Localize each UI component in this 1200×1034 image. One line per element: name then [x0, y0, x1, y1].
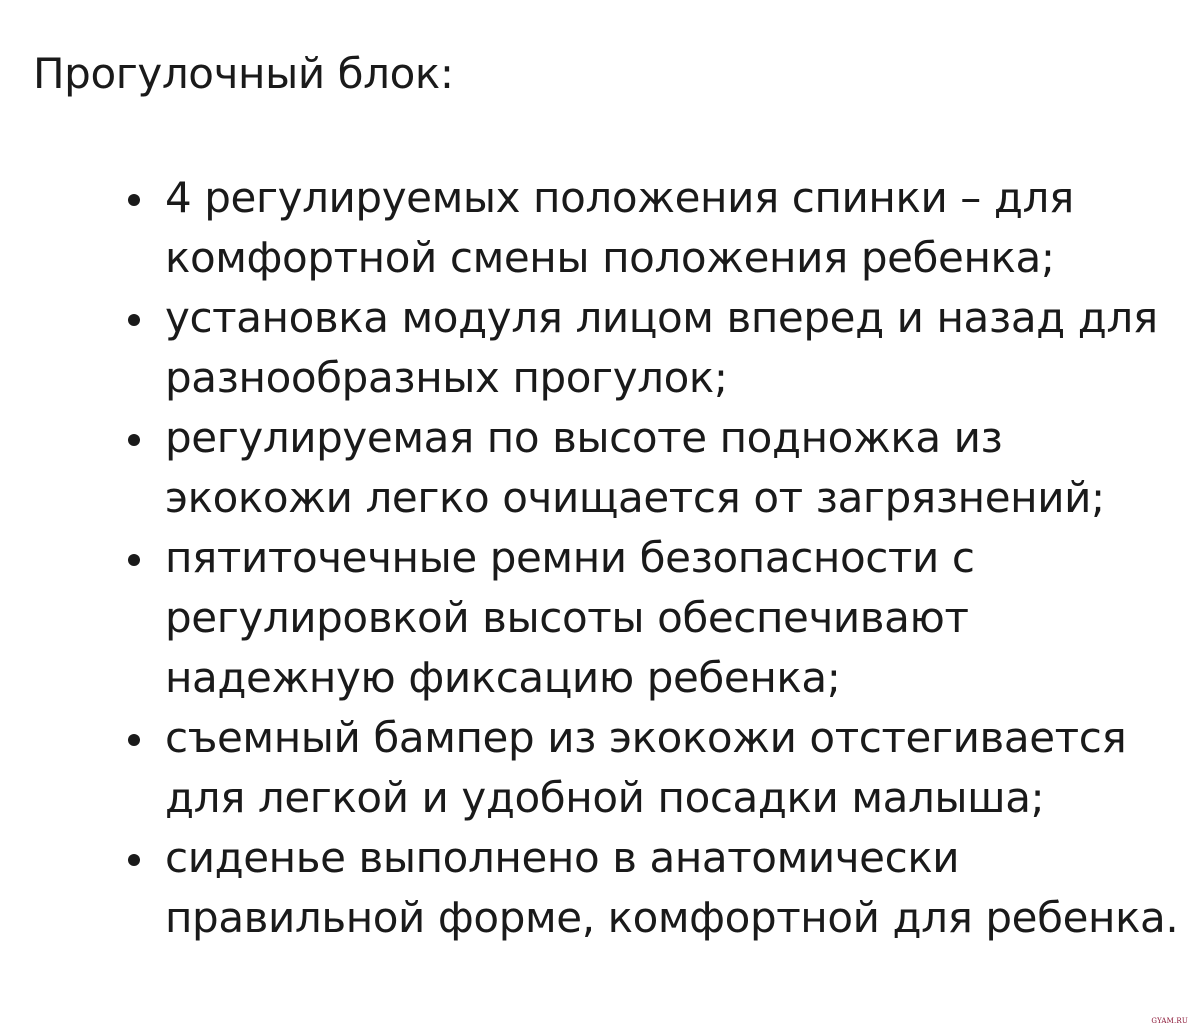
list-item [120, 708, 1180, 828]
site-watermark: GYAM.RU [1147, 1014, 1192, 1028]
list-item-text: съемный бампер из экокожи отстегивается для легкой и удобной посадки малыша; [165, 713, 1127, 822]
bullet-icon [128, 194, 140, 206]
list-item [120, 408, 1180, 528]
list-item [120, 288, 1180, 408]
bullet-icon [128, 314, 140, 326]
list-item-text: установка модуля лицом вперед и назад для разнообразных прогулок; [165, 293, 1158, 402]
list-item-text: 4 регулируемых положения спинки – для комфортной смены положения ребенка; [165, 173, 1074, 282]
list-item-text: сиденье выполнено в анатомически правильной форме, комфортной для ребенка. [165, 833, 1179, 942]
bullet-icon [128, 854, 140, 866]
bullet-icon [128, 434, 140, 446]
list-item [120, 168, 1180, 288]
list-item [120, 828, 1180, 948]
feature-list [120, 168, 1180, 948]
list-item-text: регулируемая по высоте подножка из экокожи легко очищается от загрязнений; [165, 413, 1105, 522]
bullet-icon [128, 734, 140, 746]
list-item-text: пятиточечные ремни безопасности с регулировкой высоты обеспечивают надежную фиксацию ребенка; [165, 533, 975, 702]
section-heading: Прогулочный блок: [33, 49, 454, 98]
list-item [120, 528, 1180, 708]
bullet-icon [128, 554, 140, 566]
